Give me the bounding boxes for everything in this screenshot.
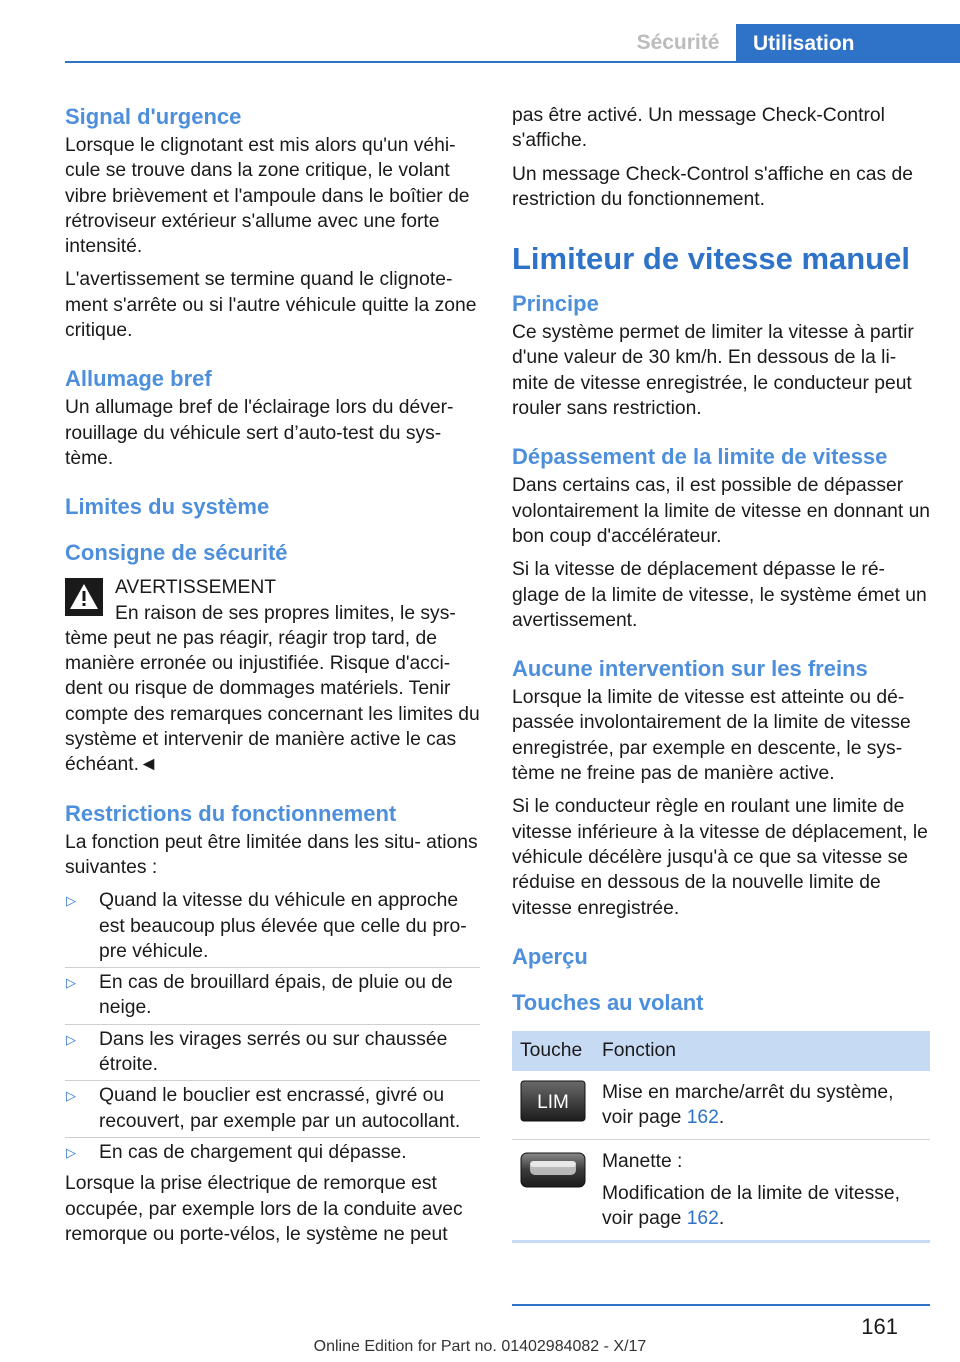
heading-limites-systeme: Limites du système — [65, 494, 270, 520]
paragraph: Lorsque le clignotant est mis alors qu'un véhi‐ cule se trouve dans la zone critique, le volant vibre brièvement et l'ampoule dans le boîtier de rétroviseur extérieur s'allume avec une forte intensité. — [65, 135, 470, 258]
warning-icon — [65, 578, 103, 616]
paragraph: Lorsque la limite de vitesse est atteinte ou dé‐ passée involontairement de la limite de vitesse enregistrée, par exemple en descente, le sys‐ tème ne freine pas de manière active. — [512, 687, 911, 785]
paragraph: Dans certains cas, il est possible de dépasser volontairement la limite de vitesse en donnant un bon coup d'accélérateur. — [512, 475, 931, 547]
heading-consigne-securite: Consigne de sécurité — [65, 540, 288, 566]
footer-divider — [512, 1304, 930, 1306]
heading-restrictions: Restrictions du fonctionnement — [65, 800, 397, 826]
svg-text:LIM: LIM — [537, 1091, 569, 1113]
list-item — [65, 1140, 480, 1165]
paragraph: Si la vitesse de déplacement dépasse le ré‐ glage de la limite de vitesse, le système émet un avertissement. — [512, 559, 927, 631]
function-text: Mise en marche/arrêt du système, voir page — [602, 1081, 894, 1129]
paragraph: Un allumage bref de l'éclairage lors du déver‐ rouillage du véhicule sert d’auto-test du sys‐ tème. — [65, 397, 454, 469]
paragraph: Ce système permet de limiter la vitesse à partir d'une valeur de 30 km/h. En dessous de la li‐ mite de vitesse enregistrée, le conducteur peut rouler sans restriction. — [512, 322, 914, 420]
key-cell — [512, 1140, 594, 1242]
table-row — [512, 1140, 930, 1242]
left-column — [65, 103, 480, 1255]
list-item-text: Quand le bouclier est encrassé, givré ou recouvert, par exemple par un autocollant. — [99, 1085, 461, 1132]
list-item — [65, 1027, 480, 1078]
restrictions-list — [65, 888, 480, 1165]
heading-allumage-bref: Allumage bref — [65, 366, 212, 392]
warning-title: AVERTISSEMENT — [115, 577, 277, 599]
function-text: Manette : — [602, 1151, 683, 1173]
table-row — [512, 1071, 930, 1140]
heading-apercu: Aperçu — [512, 943, 588, 969]
list-item — [65, 1083, 480, 1134]
warning-box — [65, 575, 480, 600]
function-cell — [594, 1071, 930, 1140]
key-cell — [512, 1071, 594, 1140]
list-item-text: En cas de brouillard épais, de pluie ou de neige. — [99, 972, 453, 1019]
paragraph: Lorsque la prise électrique de remorque est occupée, par exemple lors de la conduite avec remorque ou porte-vélos, le système ne peut — [65, 1173, 463, 1245]
lim-button-icon — [520, 1080, 586, 1122]
bullet-arrow-icon: ▷ — [66, 893, 76, 909]
punctuation: . — [718, 1208, 725, 1230]
bullet-arrow-icon: ▷ — [66, 1144, 76, 1160]
page-number: 161 — [861, 1314, 898, 1339]
edition-footer: Online Edition for Part no. 01402984082 - X/17 — [313, 1338, 647, 1355]
heading-touches-volant: Touches au volant — [512, 989, 704, 1015]
paragraph: Un message Check-Control s'affiche en cas de restriction du fonctionnement. — [512, 163, 913, 210]
keys-table — [512, 1031, 930, 1243]
paragraph: L'avertissement se termine quand le clignote‐ ment s'arrête ou si l'autre véhicule quitte la zone critique. — [65, 269, 477, 342]
bullet-arrow-icon: ▷ — [66, 975, 76, 991]
table-header-fonction: Fonction — [594, 1031, 930, 1071]
paragraph: La fonction peut être limitée dans les situ‐ ations suivantes : — [65, 831, 478, 878]
heading-principe: Principe — [512, 291, 599, 317]
right-column — [512, 103, 930, 1243]
list-item — [65, 888, 480, 964]
rocker-switch-icon — [520, 1149, 586, 1191]
paragraph: pas être activé. Un message Check-Control s'affiche. — [512, 105, 885, 152]
tab-securite[interactable]: Sécurité — [636, 31, 720, 54]
page-link[interactable]: 162 — [686, 1208, 719, 1230]
list-item-text: Quand la vitesse du véhicule en approche est beaucoup plus élevée que celle du pro‐ pre véhicule. — [99, 890, 467, 962]
page-link[interactable]: 162 — [686, 1107, 719, 1129]
list-item-text: En cas de chargement qui dépasse. — [99, 1141, 407, 1163]
heading-freins: Aucune intervention sur les freins — [512, 656, 868, 682]
heading-depassement: Dépassement de la limite de vitesse — [512, 444, 888, 470]
punctuation: . — [718, 1107, 725, 1129]
table-header-touche: Touche — [512, 1031, 594, 1071]
function-text: Modification de la limite de vitesse, voir page — [602, 1182, 900, 1230]
list-item-text: Dans les virages serrés ou sur chaussée étroite. — [99, 1028, 448, 1076]
bullet-arrow-icon: ▷ — [66, 1088, 76, 1104]
paragraph: Si le conducteur règle en roulant une limite de vitesse inférieure à la vitesse de déplacement, le véhicule décélère jusqu'à ce que sa vitesse se réduise en dessous de la nouvelle limite de vitesse enregistrée. — [512, 796, 928, 919]
table-header-row — [512, 1031, 930, 1071]
heading-limiteur-vitesse: Limiteur de vitesse manuel — [512, 241, 910, 277]
heading-signal-urgence: Signal d'urgence — [65, 104, 242, 129]
bullet-arrow-icon: ▷ — [66, 1031, 76, 1047]
warning-text: En raison de ses propres limites, le sys‐ tème peut ne pas réagir, réagir trop tard, de manière erronée ou injustifiée. Risque d'acci‐ dent ou risque de dommages matériels. Tenir compte des remarques concernant les limites du système et intervenir de manière active le cas échéant.◄ — [65, 602, 480, 776]
tab-utilisation[interactable]: Utilisation — [736, 24, 960, 63]
function-cell — [594, 1140, 930, 1242]
header-divider — [65, 61, 960, 63]
list-item — [65, 970, 480, 1021]
